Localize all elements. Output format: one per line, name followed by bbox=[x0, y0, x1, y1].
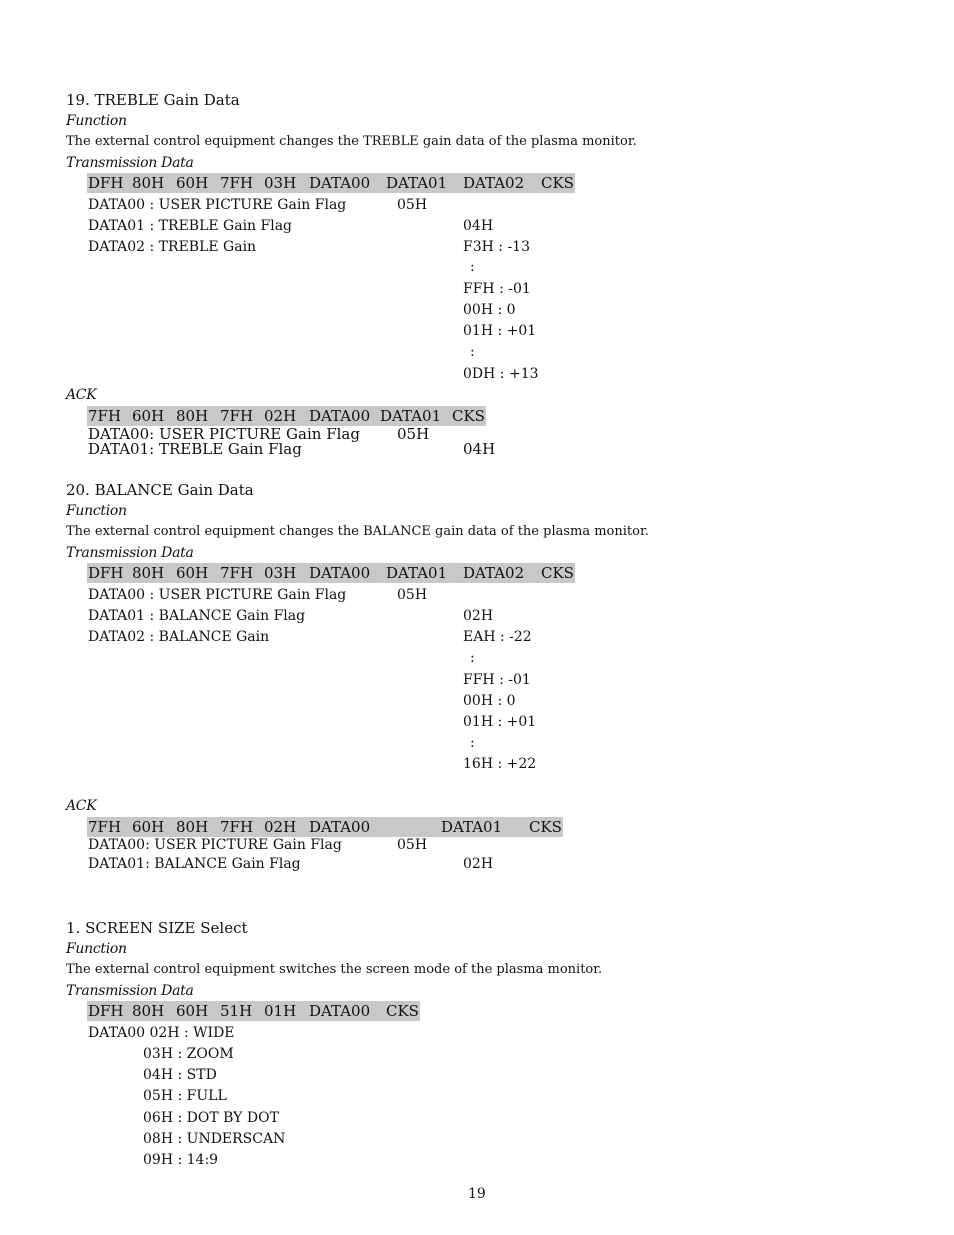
ack-row-value: 05H bbox=[397, 837, 428, 853]
bar-cell: 7FH bbox=[220, 818, 254, 836]
bar-cell: 60H bbox=[132, 407, 165, 425]
bar-cell: DATA01 bbox=[386, 564, 448, 582]
bar-cell: DATA00 bbox=[309, 407, 371, 425]
screen-option: 06H : DOT BY DOT bbox=[143, 1110, 279, 1126]
bar-cell: DFH bbox=[88, 564, 124, 582]
bar-cell: 80H bbox=[176, 818, 209, 836]
screen-option: 03H : ZOOM bbox=[143, 1046, 234, 1062]
bar-cell: CKS bbox=[529, 818, 562, 836]
bar-cell: DATA01 bbox=[386, 174, 448, 192]
data-row-label: DATA00 : USER PICTURE Gain Flag bbox=[88, 587, 347, 603]
ack-row-label: DATA00: USER PICTURE Gain Flag bbox=[88, 837, 342, 853]
data-row-label: DATA00 : USER PICTURE Gain Flag bbox=[88, 197, 347, 213]
transmission-bar bbox=[87, 1001, 420, 1021]
screen-option: 09H : 14:9 bbox=[143, 1152, 219, 1168]
ack-row-value: 04H bbox=[463, 440, 496, 458]
data-row-value: 02H bbox=[463, 608, 494, 624]
bar-cell: 60H bbox=[176, 1002, 209, 1020]
section-heading-balance: 20. BALANCE Gain Data bbox=[66, 481, 254, 499]
section-heading-screen-size: 1. SCREEN SIZE Select bbox=[66, 919, 248, 937]
bar-cell: 7FH bbox=[88, 818, 122, 836]
bar-cell: 80H bbox=[132, 564, 165, 582]
transmission-bar bbox=[87, 563, 575, 583]
transmission-bar bbox=[87, 173, 575, 193]
data-row-label: DATA01 : TREBLE Gain Flag bbox=[88, 218, 293, 234]
data-row-value: 05H bbox=[397, 197, 428, 213]
transmission-label: Transmission Data bbox=[66, 983, 194, 999]
bar-cell: 02H bbox=[264, 407, 297, 425]
bar-cell: 60H bbox=[176, 174, 209, 192]
function-text: The external control equipment changes the TREBLE gain data of the plasma monitor. bbox=[66, 134, 637, 149]
ack-bar bbox=[87, 406, 486, 426]
bar-cell: DFH bbox=[88, 174, 124, 192]
bar-cell: DFH bbox=[88, 1002, 124, 1020]
bar-cell: CKS bbox=[386, 1002, 419, 1020]
value-item: 0DH : +13 bbox=[463, 366, 539, 382]
page-number: 19 bbox=[468, 1186, 486, 1202]
value-item: 01H : +01 bbox=[463, 323, 537, 339]
data-row-label: DATA02 : TREBLE Gain bbox=[88, 239, 257, 255]
value-ellipsis: : bbox=[470, 344, 475, 360]
bar-cell: 80H bbox=[176, 407, 209, 425]
value-item: 01H : +01 bbox=[463, 714, 537, 730]
data-row-value: 05H bbox=[397, 587, 428, 603]
value-item: FFH : -01 bbox=[463, 281, 531, 297]
function-text: The external control equipment switches the screen mode of the plasma monitor. bbox=[66, 962, 603, 977]
value-item: 16H : +22 bbox=[463, 756, 537, 772]
transmission-label: Transmission Data bbox=[66, 155, 194, 171]
screen-option: 05H : FULL bbox=[143, 1088, 227, 1104]
bar-cell: CKS bbox=[452, 407, 485, 425]
ack-row-value: 02H bbox=[463, 856, 494, 872]
bar-cell: 80H bbox=[132, 1002, 165, 1020]
bar-cell: DATA00 bbox=[309, 564, 371, 582]
function-text: The external control equipment changes the BALANCE gain data of the plasma monitor. bbox=[66, 524, 649, 539]
bar-cell: 03H bbox=[264, 564, 297, 582]
bar-cell: CKS bbox=[541, 564, 574, 582]
value-item: 00H : 0 bbox=[463, 302, 516, 318]
data-row-value: F3H : -13 bbox=[463, 239, 530, 255]
data-row-label: DATA02 : BALANCE Gain bbox=[88, 629, 270, 645]
bar-cell: 60H bbox=[132, 818, 165, 836]
bar-cell: 80H bbox=[132, 174, 165, 192]
value-ellipsis: : bbox=[470, 650, 475, 666]
bar-cell: 7FH bbox=[220, 564, 254, 582]
ack-row-label: DATA01: BALANCE Gain Flag bbox=[88, 856, 301, 872]
function-label: Function bbox=[66, 503, 127, 519]
bar-cell: DATA00 bbox=[309, 818, 371, 836]
bar-cell: DATA02 bbox=[463, 564, 525, 582]
ack-label: ACK bbox=[66, 387, 97, 403]
bar-cell: DATA02 bbox=[463, 174, 525, 192]
transmission-label: Transmission Data bbox=[66, 545, 194, 561]
data-row-value: EAH : -22 bbox=[463, 629, 532, 645]
bar-cell: 51H bbox=[220, 1002, 253, 1020]
bar-cell: 02H bbox=[264, 818, 297, 836]
bar-cell: CKS bbox=[541, 174, 574, 192]
function-label: Function bbox=[66, 941, 127, 957]
data-row-value: 04H bbox=[463, 218, 494, 234]
bar-cell: DATA00 bbox=[309, 1002, 371, 1020]
data-row-label: DATA01 : BALANCE Gain Flag bbox=[88, 608, 306, 624]
bar-cell: 03H bbox=[264, 174, 297, 192]
ack-bar bbox=[87, 817, 563, 837]
ack-row-label: DATA01: TREBLE Gain Flag bbox=[88, 440, 302, 458]
section-heading-treble: 19. TREBLE Gain Data bbox=[66, 91, 240, 109]
ack-row-value: 05H bbox=[397, 425, 430, 443]
function-label: Function bbox=[66, 113, 127, 129]
ack-label: ACK bbox=[66, 798, 97, 814]
bar-cell: DATA00 bbox=[309, 174, 371, 192]
ack-row-label: DATA00: USER PICTURE Gain Flag bbox=[88, 425, 360, 443]
value-ellipsis: : bbox=[470, 735, 475, 751]
screen-option-first: DATA00 02H : WIDE bbox=[88, 1025, 235, 1041]
bar-cell: 7FH bbox=[220, 174, 254, 192]
bar-cell: DATA01 bbox=[380, 407, 442, 425]
screen-option: 08H : UNDERSCAN bbox=[143, 1131, 286, 1147]
bar-cell: 7FH bbox=[220, 407, 254, 425]
value-ellipsis: : bbox=[470, 259, 475, 275]
bar-cell: 7FH bbox=[88, 407, 122, 425]
bar-cell: 01H bbox=[264, 1002, 297, 1020]
bar-cell: DATA01 bbox=[441, 818, 503, 836]
value-item: FFH : -01 bbox=[463, 672, 531, 688]
value-item: 00H : 0 bbox=[463, 693, 516, 709]
screen-option: 04H : STD bbox=[143, 1067, 217, 1083]
bar-cell: 60H bbox=[176, 564, 209, 582]
